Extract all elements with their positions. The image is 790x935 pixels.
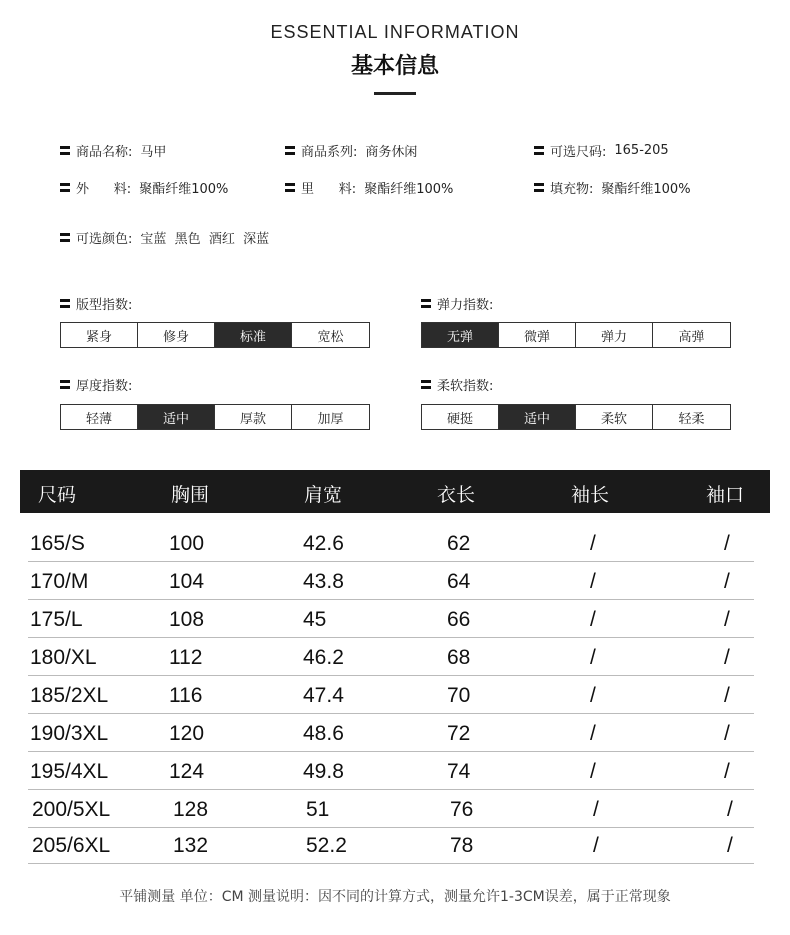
cell-sleeve: / (590, 608, 596, 631)
table-row (28, 790, 754, 828)
scale-softness (421, 404, 731, 430)
cell-size: 200/5XL (32, 798, 111, 821)
scale-option: 微弹 (499, 323, 576, 347)
cell-sleeve: / (590, 760, 596, 783)
info-label: 填充物: (550, 182, 594, 197)
bullet-icon (421, 299, 431, 308)
scale-option: 适中 (499, 405, 576, 429)
measurement-note: 平铺测量 单位：CM 测量说明：因不同的计算方式，测量允许1-3CM误差，属于正常现象 (119, 889, 671, 905)
scale-title-text: 厚度指数: (76, 379, 133, 394)
scale-option: 标准 (215, 323, 292, 347)
cell-cuff: / (724, 532, 730, 555)
cell-length: 76 (450, 798, 474, 821)
cell-chest: 100 (169, 532, 205, 555)
cell-chest: 128 (173, 798, 209, 821)
table-row (28, 752, 754, 790)
cell-chest: 124 (169, 760, 205, 783)
cell-chest: 104 (169, 570, 205, 593)
bullet-icon (60, 233, 70, 242)
scale-title-fit (60, 294, 132, 313)
column-header-sleeve: 袖长 (571, 484, 610, 506)
table-row (28, 676, 754, 714)
scale-option: 适中 (138, 405, 215, 429)
cell-cuff: / (724, 570, 730, 593)
scale-thickness (60, 404, 370, 430)
cell-chest: 132 (173, 834, 209, 857)
scale-option: 轻薄 (61, 405, 138, 429)
cell-shoulder: 52.2 (306, 834, 347, 857)
scale-option: 加厚 (292, 405, 369, 429)
info-product-name (60, 141, 166, 160)
info-available-colors (60, 228, 269, 247)
cell-size: 205/6XL (32, 834, 111, 857)
cell-length: 74 (447, 760, 471, 783)
cell-sleeve: / (593, 834, 599, 857)
scale-option: 修身 (138, 323, 215, 347)
bullet-icon (534, 146, 544, 155)
scale-option: 高弹 (653, 323, 730, 347)
cell-size: 190/3XL (30, 722, 109, 745)
cell-shoulder: 45 (303, 608, 327, 631)
cell-chest: 120 (169, 722, 205, 745)
cell-sleeve: / (590, 722, 596, 745)
section-header (0, 22, 790, 95)
cell-sleeve: / (593, 798, 599, 821)
bullet-icon (421, 380, 431, 389)
info-value: 聚酯纤维100% (139, 182, 229, 197)
scale-title-text: 弹力指数: (437, 298, 494, 313)
scale-fit (60, 322, 370, 348)
scale-option: 硬挺 (422, 405, 499, 429)
cell-shoulder: 51 (306, 798, 330, 821)
info-product-series (285, 141, 417, 160)
bullet-icon (60, 380, 70, 389)
cell-chest: 112 (169, 646, 203, 669)
table-row (28, 826, 754, 864)
cell-chest: 108 (169, 608, 205, 631)
bullet-icon (534, 183, 544, 192)
table-row (28, 638, 754, 676)
cell-length: 72 (447, 722, 471, 745)
scale-title-text: 版型指数: (76, 298, 133, 313)
cell-size: 185/2XL (30, 684, 109, 707)
cell-cuff: / (724, 722, 730, 745)
column-header-size: 尺码 (38, 484, 77, 506)
table-row (28, 562, 754, 600)
cell-size: 170/M (30, 570, 89, 593)
column-header-length: 衣长 (437, 484, 476, 506)
cell-chest: 116 (169, 684, 203, 707)
cell-sleeve: / (590, 646, 596, 669)
cell-cuff: / (724, 646, 730, 669)
info-available-sizes (534, 141, 669, 160)
info-label: 商品名称: (76, 145, 133, 160)
info-filling (534, 178, 691, 197)
title-chinese: 基本信息 (350, 54, 439, 79)
cell-shoulder: 46.2 (303, 646, 344, 669)
cell-shoulder: 49.8 (303, 760, 344, 783)
scale-option: 无弹 (422, 323, 499, 347)
table-row (28, 600, 754, 638)
scale-option: 弹力 (576, 323, 653, 347)
scale-title-elastic (421, 294, 493, 313)
title-english: ESSENTIAL INFORMATION (270, 22, 520, 42)
info-value: 商务休闲 (365, 145, 418, 160)
cell-cuff: / (724, 608, 730, 631)
cell-size: 180/XL (30, 646, 97, 669)
info-value: 马甲 (140, 145, 167, 160)
cell-shoulder: 42.6 (303, 532, 344, 555)
cell-shoulder: 47.4 (303, 684, 344, 707)
cell-shoulder: 48.6 (303, 722, 344, 745)
cell-size: 165/S (30, 532, 85, 555)
scale-option: 厚款 (215, 405, 292, 429)
scale-title-text: 柔软指数: (437, 379, 494, 394)
bullet-icon (285, 183, 295, 192)
title-underline (374, 92, 416, 95)
column-header-chest: 胸围 (171, 484, 210, 506)
info-outer-material (60, 178, 228, 197)
table-row (28, 714, 754, 752)
column-header-shoulder: 肩宽 (304, 484, 343, 506)
scale-title-softness (421, 375, 493, 394)
cell-size: 195/4XL (30, 760, 109, 783)
scale-option: 紧身 (61, 323, 138, 347)
cell-length: 66 (447, 608, 471, 631)
info-value: 聚酯纤维100% (601, 182, 691, 197)
cell-size: 175/L (30, 608, 83, 631)
cell-length: 70 (447, 684, 471, 707)
bullet-icon (60, 299, 70, 308)
size-table-header (20, 470, 770, 513)
table-row (28, 524, 754, 562)
cell-length: 64 (447, 570, 471, 593)
info-label: 可选尺码: (550, 145, 607, 160)
cell-cuff: / (724, 760, 730, 783)
cell-length: 68 (447, 646, 471, 669)
cell-sleeve: / (590, 684, 596, 707)
info-value: 宝蓝 黑色 酒红 深蓝 (140, 232, 270, 247)
info-value: 165-205 (614, 143, 669, 158)
cell-sleeve: / (590, 570, 596, 593)
cell-cuff: / (727, 834, 733, 857)
bullet-icon (285, 146, 295, 155)
cell-cuff: / (724, 684, 730, 707)
scale-title-thickness (60, 375, 132, 394)
bullet-icon (60, 146, 70, 155)
cell-length: 62 (447, 532, 471, 555)
info-label: 外 料: (76, 182, 132, 197)
info-label: 商品系列: (301, 145, 358, 160)
cell-sleeve: / (590, 532, 596, 555)
bullet-icon (60, 183, 70, 192)
cell-shoulder: 43.8 (303, 570, 344, 593)
scale-option: 轻柔 (653, 405, 730, 429)
cell-cuff: / (727, 798, 733, 821)
scale-option: 宽松 (292, 323, 369, 347)
cell-length: 78 (450, 834, 474, 857)
info-value: 聚酯纤维100% (364, 182, 454, 197)
info-lining-material (285, 178, 453, 197)
scale-elastic (421, 322, 731, 348)
scale-option: 柔软 (576, 405, 653, 429)
column-header-cuff: 袖口 (706, 484, 745, 506)
info-label: 里 料: (301, 182, 357, 197)
info-label: 可选颜色: (76, 232, 133, 247)
